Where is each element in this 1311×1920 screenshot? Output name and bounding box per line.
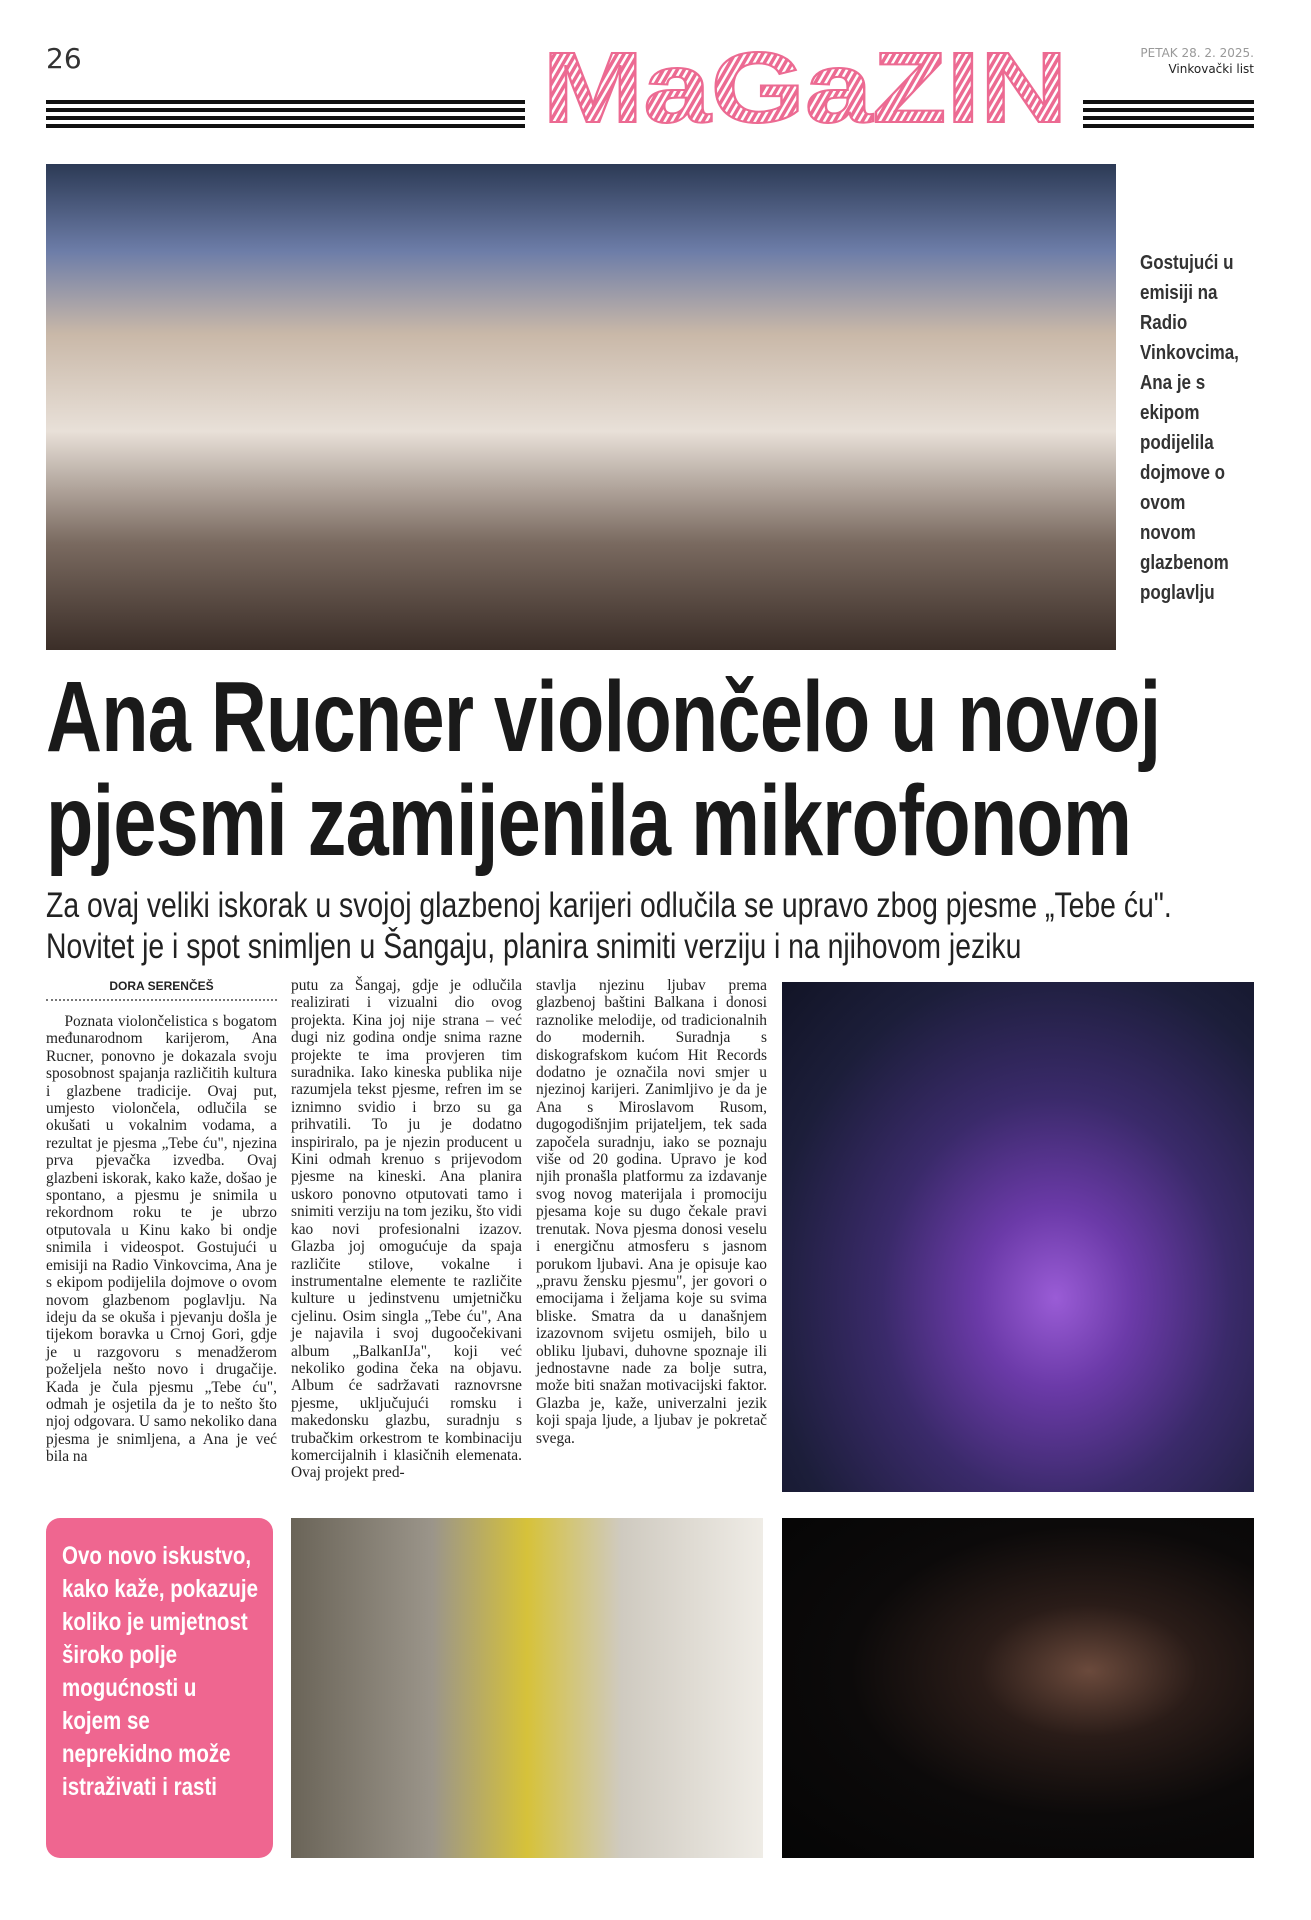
header-rule-left xyxy=(46,100,525,128)
article-text: stavlja njezinu ljubav prema glazbenoj baštini Balkana i donosi raznolike melodije, od tradicionalnih do modernih. Suradnja s diskografskom kućom Hit Records dodatno je označila novi smjer u njezinoj karijeri. Zanimljivo je da je Ana s Miroslavom Rusom, dugogodišnjim prijateljem, tek sada započela suradnju, iako se poznaju više od 20 godina. Upravo je kod njih pronašla platformu za izdavanje svog novog materijala i promociju pjesama koje su dugo čekale pravi trenutak. Nova pjesma donosi veselu i energičnu atmosferu s jasnom porukom ljubavi. Ana je opisuje kao „pravu žensku pjesmu", jer govori o emocijama i željama koje su svima bliske. Smatra da u današnjem izazovnom svijetu osmijeh, bilo u obliku ljubavi, duhovne spoznaje ili jednostavne nade za bolje sutra, može biti snažan motivacijski faktor. Glazba je, kaže, univerzalni jezik koji spaja ljude, a ljubav je pokretač svega. xyxy=(536,977,767,1447)
article-column-3 xyxy=(536,977,767,1447)
headline xyxy=(46,661,1255,877)
publication-name: Vinkovački list xyxy=(1168,62,1254,76)
headline-line-2: pjesmi zamijenila mikrofonom xyxy=(46,765,1132,877)
headline-line-1: Ana Rucner violončelo u novoj xyxy=(46,661,1161,773)
article-column-2 xyxy=(291,977,522,1482)
subtitle: Za ovaj veliki iskorak u svojoj glazbenoj karijeri odlučila se upravo zbog pjesme „Tebe ću". Novitet je i spot snimljen u Šangaju, planira snimiti verziju i na njihovom jeziku xyxy=(46,886,1172,966)
issue-date: PETAK 28. 2. 2025. xyxy=(1140,46,1254,60)
dancer-portrait-photo xyxy=(782,1518,1254,1858)
header-rule-right xyxy=(1083,100,1254,128)
pull-quote: Ovo novo iskustvo, kako kaže, pokazuje koliko je umjetnost široko polje mogućnosti u kojem se neprekidno može istraživati i rasti xyxy=(62,1542,258,1801)
cellist-on-stairs-photo xyxy=(782,982,1254,1492)
magazin-logo xyxy=(540,40,1070,130)
page-number: 26 xyxy=(46,42,82,75)
article-text: putu za Šangaj, gdje je odlučila realizirati i vizualni dio ovog projekta. Kina joj nije strana – već dugi niz godina ondje snima razne projekte te ima provjeren tim suradnika. Iako kineska publika nije razumjela tekst pjesme, refren im se iznimno svidio i brzo su ga prihvatili. To ju je dodatno inspiriralo, pa je njezin producent u Kini odmah krenuo s prijevodom pjesme na kineski. Ana planira uskoro ponovno otputovati tamo i snimiti verziju na tom jeziku, što vidi kao novi profesionalni izazov. Glazba joj omogućuje da spaja različite stilove, vokalne i instrumentalne elemente te različite kulture u jedinstvenu umjetničku cjelinu. Osim singla „Tebe ću", Ana je najavila i svoj dugoočekivani album „BalkanIJa", koji već nekoliko godina čeka na objavu. Album će sadržavati raznovrsne pjesme, uključujući romsku i makedonsku glazbu, suradnju s trubačkim orkestrom te kombinaciju komercijalnih i klasičnih elemenata. Ovaj projekt pred- xyxy=(291,977,522,1482)
article-text: Poznata violončelistica s bogatom međunarodnom karijerom, Ana Rucner, ponovno je dokazala svoju sposobnost spajanja različitih kultura i glazbene tradicije. Ovaj put, umjesto violončela, odlučila se okušati u vokalnim vodama, a rezultat je pjesma „Tebe ću", njezina prva pjevačka izvedba. Ovaj glazbeni iskorak, kako kaže, došao je spontano, a pjesmu je snimila u rekordnom roku te je ubrzo otputovala u Kinu kako bi ondje snimila i videospot. Gostujući u emisiji na Radio Vinkovcima, Ana je s ekipom podijelila dojmove o ovom novom glazbenom poglavlju. Na ideju da se okuša i pjevanju došla je tijekom boravka u Crnoj Gori, gdje je u razgovoru s menadžerom poželjela nešto novo i drugačije. Kada je čula pjesmu „Tebe ću", odmah je osjetila da je to nešto što njoj odgovara. U samo nekoliko dana pjesma je snimljena, a Ana je već bila na xyxy=(46,1013,277,1466)
article-column-1 xyxy=(46,977,277,1466)
photo-caption: Gostujući u emisiji na Radio Vinkovcima, Ana je s ekipom podijelila dojmove o ovom novom glazbenom poglavlju xyxy=(1140,252,1239,604)
pull-quote-box xyxy=(46,1518,273,1858)
street-video-photo xyxy=(291,1518,763,1858)
byline: DORA SERENČEŠ xyxy=(46,977,277,1001)
stage-performance-photo xyxy=(46,164,1116,650)
svg-text:MaGaZIN: MaGaZIN xyxy=(542,40,1068,130)
